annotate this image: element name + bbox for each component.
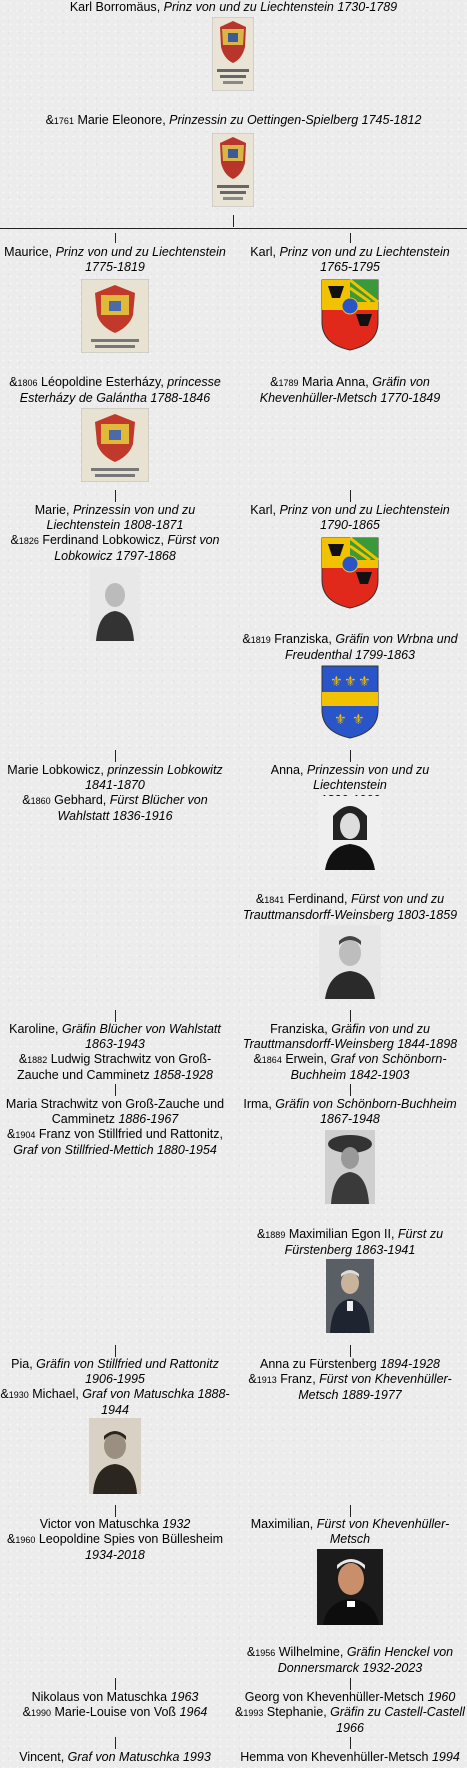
person-title: Prinzessin von und zu Liechtenstein 1808-1871 — [46, 503, 196, 532]
spouse-title: Fürst von Khevenhüller-Metsch 1889-1977 — [298, 1372, 452, 1402]
spouse-title: Gräfin von Khevenhüller-Metsch 1770-1849 — [259, 375, 441, 405]
spouse-title: 1934-2018 — [85, 1548, 145, 1562]
connector-line — [115, 1737, 116, 1749]
person-title: 1886-1967 — [118, 1112, 179, 1126]
connector-line — [115, 750, 116, 762]
person-entry: Karoline, Gräfin Blücher von Wahlstatt 1863-1943 &1882 Ludwig Strachwitz von Groß-Zauche und Camminetz 1858-1928 — [9, 1022, 221, 1082]
person-name: Karoline — [9, 1022, 56, 1036]
person-title: Prinz von und zu Liechtenstein 1730-1789 — [163, 0, 398, 14]
person-name: Maria Strachwitz von Groß-Zauche und Camminetz — [5, 1097, 225, 1126]
armorial-book-icon — [81, 279, 149, 353]
portrait-photo-icon — [89, 1418, 141, 1494]
spouse-title: 1858-1928 — [153, 1068, 213, 1082]
person-entry: Karl, Prinz von und zu Liechtenstein 1790-1865 — [250, 503, 450, 532]
marriage-year: 1841 — [264, 895, 285, 905]
person-title: Gräfin Blücher von Wahlstatt — [61, 1022, 221, 1036]
spouse-name: Gebhard — [54, 793, 103, 807]
marriage-year: 1789 — [278, 378, 299, 388]
connector-line — [115, 1505, 116, 1517]
connector-line — [350, 1737, 351, 1749]
portrait-photo-icon — [317, 1549, 383, 1625]
spouse-title: princesse Esterházy de Galántha 1788-1846 — [19, 375, 221, 405]
spouse-entry: &1841 Ferdinand, Fürst von und zu Trauttmansdorff-Weinsberg 1803-1859 — [242, 892, 458, 922]
spouse-title: Gräfin zu Castell-Castell 1966 — [330, 1705, 465, 1735]
connector-line — [233, 215, 234, 227]
marriage-year: 1819 — [250, 635, 271, 645]
armorial-book-icon — [81, 408, 149, 482]
person-entry: Maurice, Prinz von und zu Liechtenstein 1775-1819 — [4, 245, 226, 274]
spouse-name: Ferdinand — [287, 892, 345, 906]
spouse-title: 1964 — [179, 1705, 208, 1719]
connector-line — [350, 1678, 351, 1690]
person-title: Prinz von und zu Liechtenstein — [279, 503, 450, 517]
person-name: Anna zu Fürstenberg — [259, 1357, 377, 1371]
spouse-name: Ferdinand Lobkowicz — [42, 533, 161, 547]
person-dates: 1906-1995 — [85, 1372, 145, 1386]
person-title: Prinz von und zu Liechtenstein — [279, 245, 450, 259]
connector-line — [350, 490, 351, 502]
spouse-entry: &1819 Franziska, Gräfin von Wrbna und Freudenthal 1799-1863 — [242, 632, 458, 662]
person-title: 1894-1928 — [380, 1357, 440, 1371]
person-entry: Georg von Khevenhüller-Metsch 1960 &1993 Stephanie, Gräfin zu Castell-Castell 1966 — [235, 1690, 465, 1735]
person-title: Gräfin von Stillfried und Rattonitz — [36, 1357, 219, 1371]
person-title: 1960 — [427, 1690, 456, 1704]
person-name: Karl — [250, 503, 273, 517]
spouse-title: Graf von Matuschka 1888-1944 — [82, 1387, 230, 1417]
marriage-year: 1904 — [15, 1130, 36, 1140]
person-dates: 1790-1865 — [320, 518, 380, 532]
person-name: Marie Lobkowicz — [7, 763, 101, 777]
spouse-entry: &1789 Maria Anna, Gräfin von Khevenhüller-Metsch 1770-1849 — [259, 375, 441, 405]
person-entry: Nikolaus von Matuschka 1963 &1990 Marie-Louise von Voß 1964 — [22, 1690, 208, 1719]
spouse-name: Leopoldine Spies von Büllesheim — [38, 1532, 223, 1546]
person-title: Prinzessin von und zu Liechtenstein — [306, 763, 430, 792]
svg-text:⚜: ⚜ — [352, 712, 365, 728]
marriage-year: 1990 — [30, 1708, 51, 1718]
person-entry: Maria Strachwitz von Groß-Zauche und Camminetz 1886-1967 &1904 Franz von Stillfried und Rattonitz, Graf von Stillfried-Mettich 1880-1954 — [5, 1097, 225, 1157]
person-title: Gräfin von und zu Trauttmansdorff-Weinsberg 1844-1898 — [242, 1022, 458, 1051]
svg-text:⚜: ⚜ — [334, 712, 347, 728]
spouse-entry: &1956 Wilhelmine, Gräfin Henckel von Donnersmarck 1932-2023 — [246, 1645, 454, 1675]
person-dates: 1867-1948 — [320, 1112, 380, 1126]
liechtenstein-coat-of-arms-icon — [320, 536, 380, 610]
spouse-title: Fürst von und zu Trauttmansdorff-Weinsberg 1803-1859 — [242, 892, 458, 922]
person-entry: Maximilian, Fürst von Khevenhüller-Metsch — [233, 1517, 467, 1562]
person-dates: 1775-1819 — [85, 260, 145, 274]
spouse-name: Franz von Stillfried und Rattonitz — [38, 1127, 220, 1141]
person-dates: 1765-1795 — [320, 260, 380, 274]
root-person: Karl Borromäus, Prinz von und zu Liechtenstein 1730-1789 — [69, 0, 398, 14]
portrait-photo-icon — [90, 567, 140, 641]
person-name: Maximilian — [250, 1517, 310, 1531]
person-entry — [233, 1750, 467, 1765]
connector-line — [115, 1084, 116, 1096]
armorial-book-icon — [212, 133, 254, 207]
person-title: 1963 — [170, 1690, 199, 1704]
marriage-year: 1930 — [8, 1390, 29, 1400]
person-title: Fürst von Khevenhüller-Metsch — [316, 1517, 450, 1546]
spouse-title: Gräfin von Wrbna und Freudenthal 1799-1863 — [285, 632, 458, 662]
spouse-name: Ludwig Strachwitz von Groß-Zauche und Camminetz — [17, 1052, 212, 1082]
spouse-name: Marie Eleonore — [77, 113, 163, 127]
person-dates: 1863-1943 — [85, 1037, 145, 1051]
armorial-book-icon — [212, 17, 254, 91]
connector-line — [350, 1010, 351, 1022]
connector-line — [350, 1345, 351, 1357]
svg-text:⚜: ⚜ — [344, 674, 357, 690]
spouse-title: Prinzessin zu Oettingen-Spielberg 1745-1812 — [169, 113, 422, 127]
marriage-symbol: & — [45, 113, 54, 127]
person-name: Karl Borromäus — [69, 0, 157, 14]
person-entry: Anna zu Fürstenberg 1894-1928 &1913 Franz, Fürst von Khevenhüller-Metsch 1889-1977 — [248, 1357, 452, 1402]
portrait-photo-icon — [326, 1259, 374, 1333]
person-entry: Karl, Prinz von und zu Liechtenstein 1765-1795 — [250, 245, 450, 274]
person-title: prinzessin Lobkowitz — [107, 763, 223, 777]
marriage-year: 1889 — [265, 1230, 286, 1240]
spouse-title: Gräfin Henckel von Donnersmarck 1932-2023 — [277, 1645, 454, 1675]
spouse-name: Franz — [280, 1372, 313, 1386]
portrait-photo-icon — [319, 925, 381, 999]
person-name: Franziska — [270, 1022, 325, 1036]
spouse-title: Graf von Schönborn-Buchheim 1842-1903 — [290, 1052, 447, 1082]
person-entry: Pia, Gräfin von Stillfried und Rattonitz 1906-1995 &1930 Michael, Graf von Matuschka 1888-1944 — [0, 1357, 230, 1417]
person-name: Anna — [270, 763, 300, 777]
connector-line — [350, 1505, 351, 1517]
person-title: Graf von Matuschka 1993 — [67, 1750, 211, 1764]
connector-line — [350, 1084, 351, 1096]
svg-text:⚜: ⚜ — [358, 674, 371, 690]
person-entry: Marie Lobkowicz, prinzessin Lobkowitz 1841-1870 &1860 Gebhard, Fürst Blücher von Wahlstatt 1836-1916 — [7, 763, 223, 823]
person-entry: Victor von Matuschka 1932 &1960 Leopoldine Spies von Büllesheim 1934-2018 — [6, 1517, 223, 1562]
person-title: Prinz von und zu Liechtenstein — [55, 245, 226, 259]
connector-line — [115, 1345, 116, 1357]
spouse-name: Franziska — [274, 632, 329, 646]
spouse-name: Maximilian Egon II — [288, 1227, 391, 1241]
marriage-year: 1956 — [255, 1648, 276, 1658]
connector-line — [350, 233, 351, 243]
person-entry: Franziska, Gräfin von und zu Trauttmansdorff-Weinsberg 1844-1898 &1864 Erwein, Graf von Schönborn-Buchheim 1842-1903 — [242, 1022, 458, 1082]
person-title: 1994 — [431, 1750, 460, 1764]
person-title: Gräfin von Schönborn-Buchheim — [275, 1097, 457, 1111]
spouse-name: Michael — [32, 1387, 76, 1401]
marriage-year: 1864 — [261, 1055, 282, 1065]
spouse-title: Fürst zu Fürstenberg 1863-1941 — [284, 1227, 444, 1257]
marriage-year: 1806 — [17, 378, 38, 388]
person-name: Irma — [243, 1097, 269, 1111]
spouse-name: Marie-Louise von Voß — [54, 1705, 177, 1719]
person-name: Georg von Khevenhüller-Metsch — [244, 1690, 424, 1704]
marriage-year: 1882 — [27, 1055, 48, 1065]
spouse-entry: &1889 Maximilian Egon II, Fürst zu Fürstenberg 1863-1941 — [256, 1227, 444, 1257]
portrait-photo-icon — [319, 796, 381, 870]
person-name: Maurice — [4, 245, 49, 259]
spouse-entry: &1806 Léopoldine Esterházy, princesse Esterházy de Galántha 1788-1846 — [9, 375, 221, 405]
person-name: Marie — [34, 503, 66, 517]
person-title: 1932 — [162, 1517, 191, 1531]
connector-line — [115, 490, 116, 502]
person-name: Hemma von Khevenhüller-Metsch — [240, 1750, 429, 1764]
person-name: Vincent — [19, 1750, 61, 1764]
spouse-name: Léopoldine Esterházy — [41, 375, 161, 389]
branch-line — [0, 228, 467, 229]
svg-text:⚜: ⚜ — [330, 674, 343, 690]
spouse-title: Fürst Blücher von Wahlstatt 1836-1916 — [57, 793, 208, 823]
person-entry: Marie, Prinzessin von und zu Liechtenstein 1808-1871 &1826 Ferdinand Lobkowicz, Fürst von Lobkowicz 1797-1868 — [10, 503, 220, 563]
marriage-year: 1993 — [243, 1708, 264, 1718]
person-name: Pia — [11, 1357, 30, 1371]
portrait-photo-icon — [325, 1130, 375, 1204]
spouse-title: Fürst von Lobkowicz 1797-1868 — [54, 533, 220, 563]
spouse-title: Graf von Stillfried-Mettich 1880-1954 — [13, 1143, 217, 1157]
person-entry: Irma, Gräfin von Schönborn-Buchheim 1867-1948 — [243, 1097, 457, 1126]
spouse-name: Wilhelmine — [278, 1645, 340, 1659]
spouse-name: Stephanie — [266, 1705, 324, 1719]
person-entry: Anna, Prinzessin von und zu Liechtenstein — [233, 763, 467, 808]
connector-line — [115, 233, 116, 243]
connector-line — [350, 750, 351, 762]
liechtenstein-coat-of-arms-icon — [320, 278, 380, 352]
spouse-name: Maria Anna — [302, 375, 366, 389]
person-dates: 1841-1870 — [85, 778, 145, 792]
person-name: Nikolaus von Matuschka — [31, 1690, 168, 1704]
connector-line — [115, 1678, 116, 1690]
marriage-year: 1761 — [53, 116, 74, 126]
wrbna-coat-of-arms-icon — [320, 664, 380, 740]
marriage-year: 1960 — [15, 1535, 36, 1545]
spouse-name: Erwein — [285, 1052, 324, 1066]
connector-line — [115, 1010, 116, 1022]
marriage-year: 1913 — [256, 1375, 277, 1385]
root-spouse: &1761 Marie Eleonore, Prinzessin zu Oettingen-Spielberg 1745-1812 — [45, 113, 422, 127]
marriage-year: 1860 — [30, 796, 51, 806]
person-name: Karl — [250, 245, 273, 259]
marriage-year: 1826 — [18, 536, 39, 546]
person-entry: Vincent, Graf von Matuschka 1993 — [19, 1750, 211, 1764]
person-name: Victor von Matuschka — [39, 1517, 159, 1531]
